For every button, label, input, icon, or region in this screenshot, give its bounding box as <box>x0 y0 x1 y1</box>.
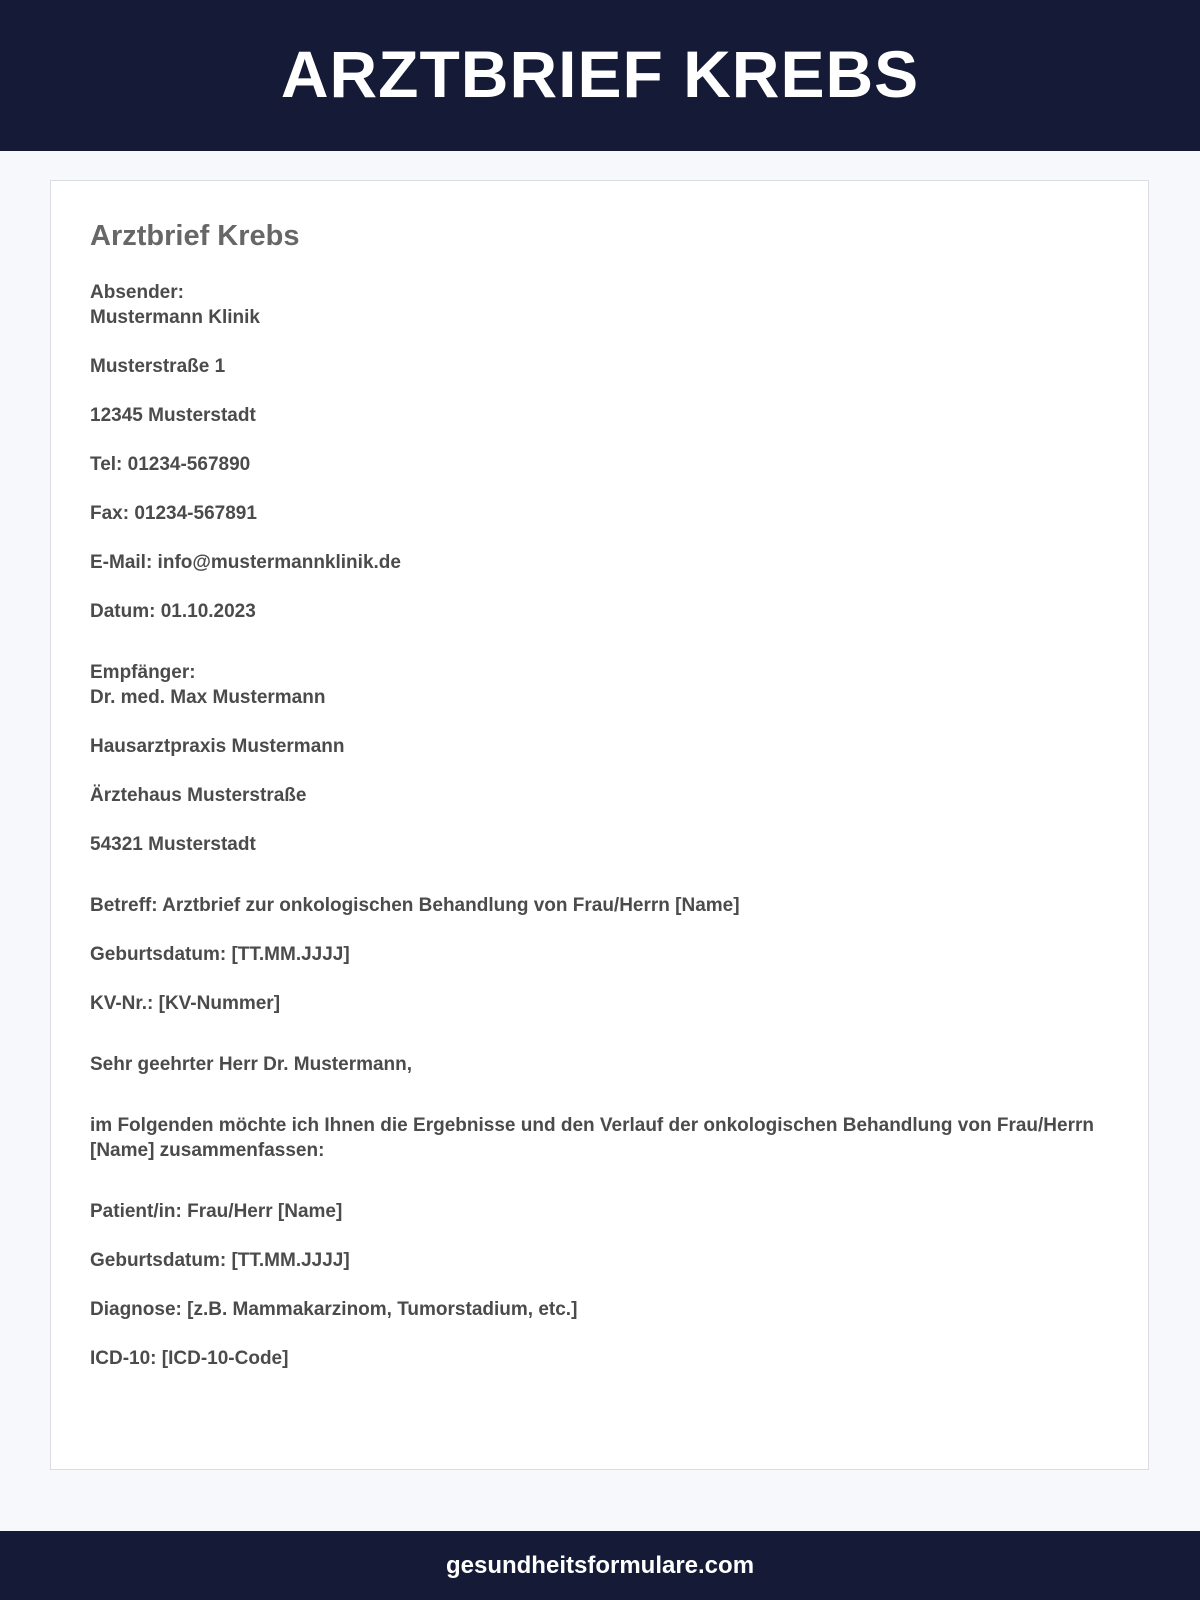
recipient-block <box>90 660 1109 857</box>
patient-line: Geburtsdatum: [TT.MM.JJJJ] <box>90 1249 350 1271</box>
recipient-line: Ärztehaus Musterstraße <box>90 784 307 806</box>
sender-line: Mustermann Klinik <box>90 306 260 328</box>
patient-block <box>90 1199 1109 1371</box>
banner-title: ARZTBRIEF KREBS <box>280 36 920 111</box>
recipient-label: Empfänger: <box>90 661 196 683</box>
letter-card <box>50 180 1149 1470</box>
birthdate-line: Geburtsdatum: [TT.MM.JJJJ] <box>90 943 350 965</box>
sender-line: E-Mail: info@mustermannklinik.de <box>90 551 401 573</box>
document-title: Arztbrief Krebs <box>90 220 300 252</box>
sender-line: Fax: 01234-567891 <box>90 502 257 524</box>
subject-line: Betreff: Arztbrief zur onkologischen Behandlung von Frau/Herrn [Name] <box>90 894 740 916</box>
sender-line: Musterstraße 1 <box>90 355 226 377</box>
intro-paragraph: im Folgenden möchte ich Ihnen die Ergebnisse und den Verlauf der onkologischen Behandlung von Frau/Herrn [Name] zusammenfassen: <box>90 1114 1094 1161</box>
top-banner <box>0 0 1200 151</box>
footer-banner <box>0 1531 1200 1600</box>
patient-line: Patient/in: Frau/Herr [Name] <box>90 1200 343 1222</box>
sender-line: Tel: 01234-567890 <box>90 453 251 475</box>
sender-label: Absender: <box>90 281 184 303</box>
salutation: Sehr geehrter Herr Dr. Mustermann, <box>90 1053 413 1075</box>
sender-line: 12345 Musterstadt <box>90 404 256 426</box>
footer-site-link[interactable]: gesundheitsformulare.com <box>445 1551 755 1579</box>
recipient-line: Dr. med. Max Mustermann <box>90 686 326 708</box>
recipient-line: 54321 Musterstadt <box>90 833 256 855</box>
subject-block <box>90 893 1109 1016</box>
patient-line: ICD-10: [ICD-10-Code] <box>90 1347 289 1369</box>
insurance-number-line: KV-Nr.: [KV-Nummer] <box>90 992 281 1014</box>
recipient-line: Hausarztpraxis Mustermann <box>90 735 345 757</box>
sender-block <box>90 280 1109 624</box>
sender-line: Datum: 01.10.2023 <box>90 600 256 622</box>
patient-line: Diagnose: [z.B. Mammakarzinom, Tumorstadium, etc.] <box>90 1298 578 1320</box>
